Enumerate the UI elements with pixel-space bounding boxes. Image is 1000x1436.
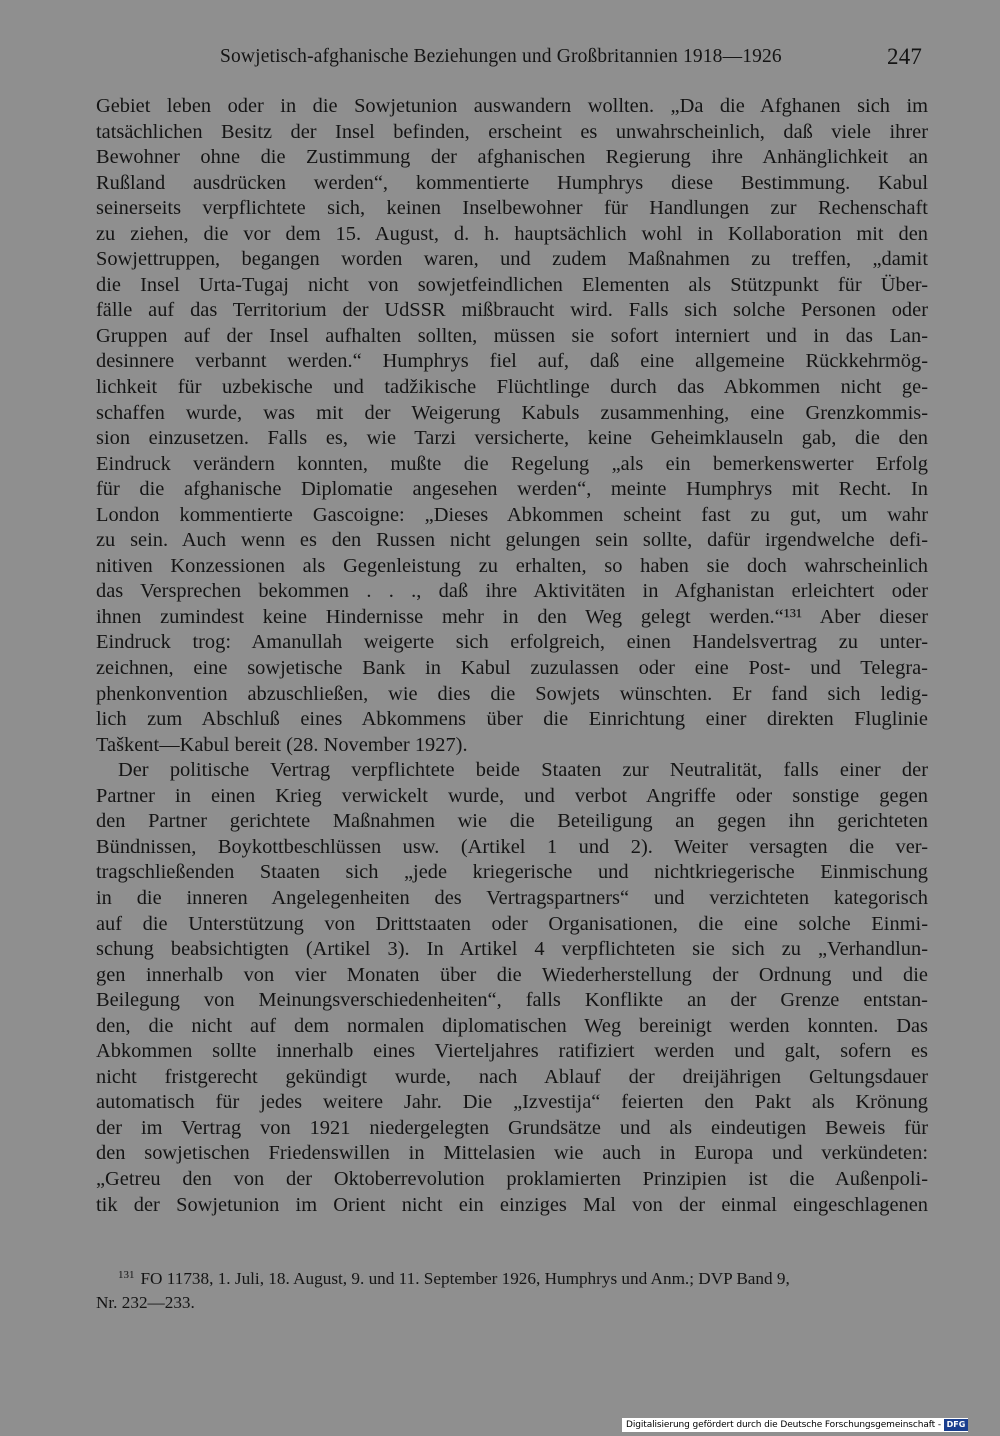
body-line: lich zum Abschluß eines Abkommens über die Einrichtung einer direkten Fluglinie bbox=[96, 708, 928, 731]
body-line: Sowjettruppen, begangen worden waren, und zudem Maßnahmen zu treffen, „damit bbox=[96, 248, 928, 271]
running-title: Sowjetisch-afghanische Beziehungen und Großbritannien 1918—1926 bbox=[220, 46, 782, 67]
body-line: tatsächlichen Besitz der Insel befinden, erscheint es unwahrscheinlich, daß viele ihrer bbox=[96, 120, 928, 143]
body-line: fälle auf das Territorium der UdSSR mißbraucht wird. Falls sich solche Personen oder bbox=[96, 299, 928, 322]
body-line: nicht fristgerecht gekündigt wurde, nach Ablauf der dreijährigen Geltungsdauer bbox=[96, 1065, 928, 1088]
body-line: den, die nicht auf dem normalen diplomatischen Weg bereinigt werden konnten. Das bbox=[96, 1014, 928, 1037]
body-line: Bewohner ohne die Zustimmung der afghanischen Regierung ihre Anhänglichkeit an bbox=[96, 146, 928, 169]
body-line: Eindruck trog: Amanullah weigerte sich erfolgreich, einen Handelsvertrag zu unter- bbox=[96, 631, 928, 654]
body-line: Eindruck verändern konnten, mußte die Regelung „als ein bemerkenswerter Erfolg bbox=[96, 452, 928, 475]
dfg-logo: DFG bbox=[944, 1419, 968, 1431]
footnote-text: FO 11738, 1. Juli, 18. August, 9. und 11. September 1926, Humphrys und Anm.; DVP Band 9, bbox=[140, 1269, 790, 1288]
footnote-line bbox=[96, 1291, 928, 1315]
body-line: gen innerhalb von vier Monaten über die Wiederherstellung der Ordnung und die bbox=[96, 963, 928, 986]
body-line: Abkommen sollte innerhalb eines Vierteljahres ratifiziert werden und galt, sofern es bbox=[96, 1040, 928, 1063]
body-line: Beilegung von Meinungsverschiedenheiten“, falls Konflikte an der Grenze entstan- bbox=[96, 989, 928, 1012]
body-line: schaffen wurde, was mit der Weigerung Kabuls zusammenhing, eine Grenzkommis- bbox=[96, 401, 928, 424]
body-text bbox=[96, 94, 928, 1218]
body-line: tik der Sowjetunion im Orient nicht ein einziges Mal von der einmal eingeschlagenen bbox=[96, 1193, 928, 1216]
body-line: phenkonvention abzuschließen, wie dies die Sowjets wünschten. Er fand sich ledig- bbox=[96, 682, 928, 705]
body-line: Bündnissen, Boykottbeschlüssen usw. (Artikel 1 und 2). Weiter versagten die ver- bbox=[96, 835, 928, 858]
body-line: desinnere verbannt werden.“ Humphrys fiel auf, daß eine allgemeine Rückkehrmög- bbox=[96, 350, 928, 373]
running-head bbox=[96, 46, 922, 76]
body-line: für die afghanische Diplomatie angesehen werden“, meinte Humphrys mit Recht. In bbox=[96, 478, 928, 501]
digitization-credit bbox=[622, 1418, 968, 1432]
body-line: lichkeit für uzbekische und tadžikische Flüchtlinge durch das Abkommen nicht ge- bbox=[96, 376, 928, 399]
body-line: seinerseits verpflichtete sich, keinen Inselbewohner für Handlungen zur Rechenschaft bbox=[96, 197, 928, 220]
body-line: automatisch für jedes weitere Jahr. Die „Izvestija“ feierten den Pakt als Krönung bbox=[96, 1091, 928, 1114]
body-line: Partner in einen Krieg verwickelt wurde, und verbot Angriffe oder sonstige gegen bbox=[96, 784, 928, 807]
footnote-text: Nr. 232—233. bbox=[96, 1293, 195, 1312]
footnotes bbox=[96, 1267, 928, 1315]
body-line: Gebiet leben oder in die Sowjetunion auswandern wollten. „Da die Afghanen sich im bbox=[96, 95, 928, 117]
body-line: Rußland ausdrücken werden“, kommentierte Humphrys diese Bestimmung. Kabul bbox=[96, 171, 928, 194]
credit-text: Digitalisierung gefördert durch die Deutsche Forschungsgemeinschaft - bbox=[626, 1420, 941, 1430]
body-line: das Versprechen bekommen . . ., daß ihre Aktivitäten in Afghanistan erleichtert oder bbox=[96, 580, 928, 603]
footnote-line bbox=[96, 1267, 928, 1291]
body-line: auf die Unterstützung von Drittstaaten oder Organisationen, die eine solche Einmi- bbox=[96, 912, 928, 935]
body-line: tragschließenden Staaten sich „jede kriegerische und nichtkriegerische Einmischung bbox=[96, 861, 928, 884]
page-number: 247 bbox=[887, 44, 922, 69]
body-line: zeichnen, eine sowjetische Bank in Kabul zuzulassen oder eine Post- und Telegra- bbox=[96, 657, 928, 680]
body-line: London kommentierte Gascoigne: „Dieses Abkommen scheint fast zu gut, um wahr bbox=[96, 503, 928, 526]
paragraph-first-line: Der politische Vertrag verpflichtete beide Staaten zur Neutralität, falls einer der bbox=[118, 759, 928, 782]
body-line: die Insel Urta-Tugaj nicht von sowjetfeindlichen Elementen als Stützpunkt für Über- bbox=[96, 273, 928, 296]
paragraph-end-line: Taškent—Kabul bereit (28. November 1927). bbox=[96, 733, 468, 756]
body-line: den Partner gerichtete Maßnahmen wie die Beteiligung an gegen ihn gerichteten bbox=[96, 810, 928, 833]
body-line: den sowjetischen Friedenswillen in Mittelasien wie auch in Europa und verkündeten: bbox=[96, 1142, 928, 1165]
body-line: Gruppen auf der Insel aufhalten sollten, müssen sie sofort interniert und in das Lan- bbox=[96, 324, 928, 347]
body-line: ihnen zumindest keine Hindernisse mehr in den Weg gelegt werden.“¹³¹ Aber dieser bbox=[96, 605, 928, 628]
body-line: der im Vertrag von 1921 niedergelegten Grundsätze und als eindeutigen Beweis für bbox=[96, 1116, 928, 1139]
body-line: in die inneren Angelegenheiten des Vertragspartners“ und verzichteten kategorisch bbox=[96, 886, 928, 909]
body-line: zu sein. Auch wenn es den Russen nicht gelungen sein sollte, dafür irgendwelche defi- bbox=[96, 529, 928, 552]
body-line: schung beabsichtigten (Artikel 3). In Artikel 4 verpflichteten sie sich zu „Verhandlun- bbox=[96, 938, 928, 961]
footnote-number: 131 bbox=[118, 1269, 135, 1281]
body-line: sion einzusetzen. Falls es, wie Tarzi versicherte, keine Geheimklauseln gab, die den bbox=[96, 427, 928, 450]
body-line: „Getreu den von der Oktoberrevolution proklamierten Prinzipien ist die Außenpoli- bbox=[96, 1167, 928, 1190]
body-line: nitiven Konzessionen als Gegenleistung zu erhalten, so haben sie doch wahrscheinlich bbox=[96, 554, 928, 577]
body-line: zu ziehen, die vor dem 15. August, d. h. hauptsächlich wohl in Kollaboration mit den bbox=[96, 222, 928, 245]
